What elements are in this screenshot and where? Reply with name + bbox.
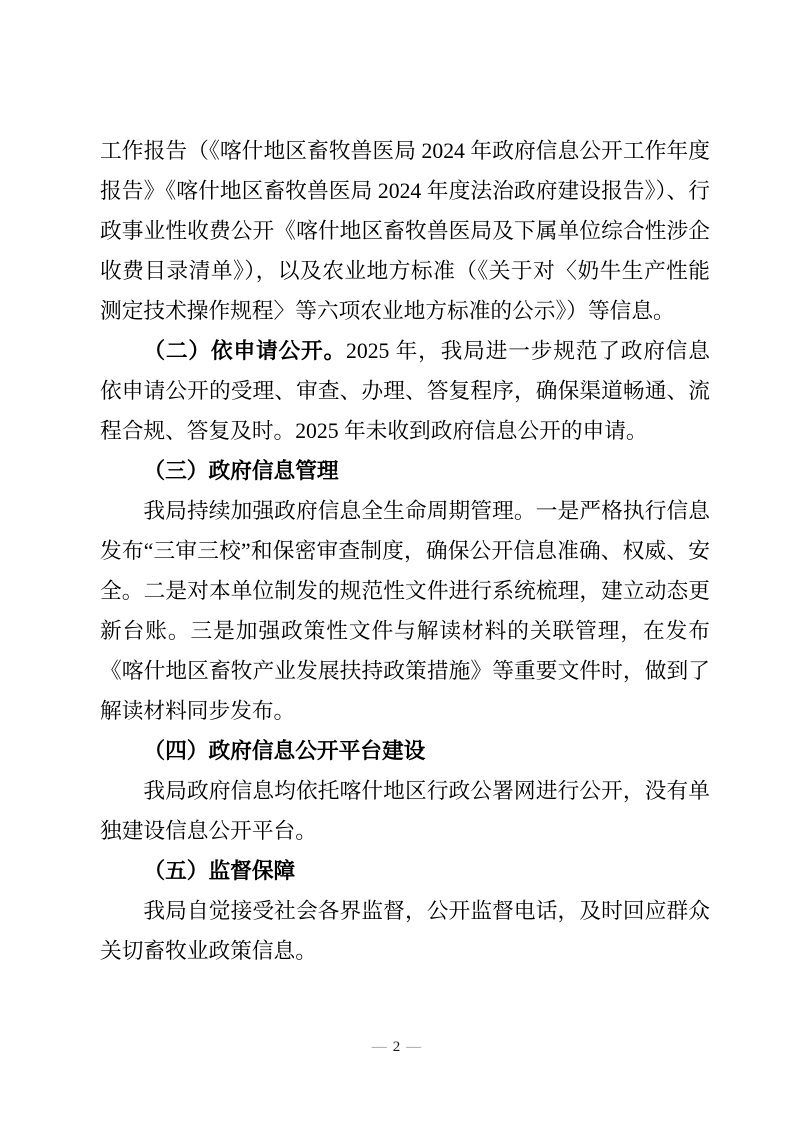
section-4-heading: （四）政府信息公开平台建设	[143, 738, 426, 763]
paragraph-section-4: 我局政府信息均依托喀什地区行政公署网进行公开，没有单独建设信息公开平台。	[100, 779, 710, 843]
footer-right-dash: —	[406, 1039, 422, 1055]
page-footer	[0, 1037, 793, 1057]
footer-left-dash: —	[371, 1039, 387, 1055]
document-body	[100, 131, 710, 971]
paragraph-section-3: 我局持续加强政府信息全生命周期管理。一是严格执行信息发布“三审三校”和保密审查制度，确保公开信息准确、权威、安全。二是对本单位制发的规范性文件进行系统梳理，建立动态更新台账。三是加强政策性文件与解读材料的关联管理，在发布《喀什地区畜牧产业发展扶持政策措施》等重要文件时，做到了解读材料同步发布。	[100, 499, 710, 723]
section-2-run-in-heading: （二）依申请公开。	[143, 338, 347, 363]
paragraph-section-5: 我局自觉接受社会各界监督，公开监督电话，及时回应群众关切畜牧业政策信息。	[100, 899, 710, 963]
section-2-body-text: 2025 年，我局进一步规范了政府信息依申请公开的受理、审查、办理、答复程序，确保渠道畅通、流程合规、答复及时。2025 年未收到政府信息公开的申请。	[100, 339, 710, 443]
page-number: 2	[392, 1039, 401, 1055]
paragraph-section-2	[100, 331, 710, 451]
section-3-heading: （三）政府信息管理	[143, 458, 339, 483]
section-5-heading: （五）监督保障	[143, 858, 296, 883]
paragraph-continued-from-previous-page: 工作报告（《喀什地区畜牧兽医局 2024 年政府信息公开工作年度报告》《喀什地区畜牧兽医局 2024 年度法治政府建设报告》）、行政事业性收费公开《喀什地区畜牧兽医局及下属单位综合性涉企收费目录清单》），以及农业地方标准（《关于对〈奶牛生产性能测定技术操作规程〉等六项农业地方标准的公示》）等信息。	[100, 139, 710, 323]
